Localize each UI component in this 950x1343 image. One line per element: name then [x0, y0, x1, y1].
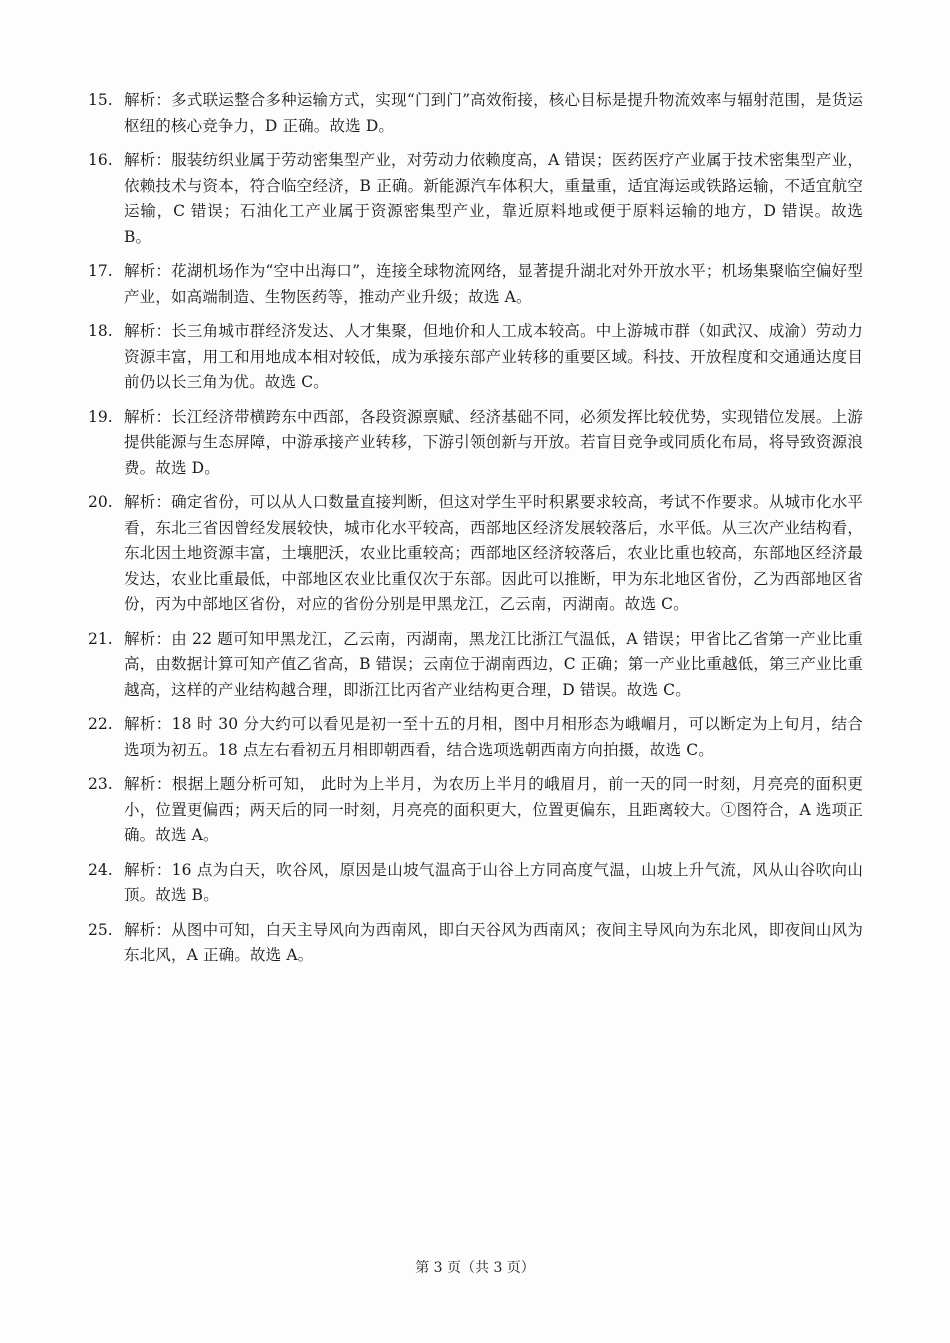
answer-number: 22. — [88, 715, 113, 733]
answer-text: 解析：根据上题分析可知， 此时为上半月，为农历上半月的峨眉月，前一天的同一时刻，月亮亮的面积更小，位置更偏西；两天后的同一时刻，月亮亮的面积更大，位置更偏东，且距离较大。①图符合，A 选项正确。故选 A。 — [124, 775, 863, 844]
answer-number: 25. — [88, 920, 113, 939]
answer-number: 20. — [88, 493, 113, 511]
answer-item-17 — [88, 259, 863, 310]
answer-number: 19. — [88, 407, 113, 426]
answer-text: 解析：花湖机场作为“空中出海口”，连接全球物流网络，显著提升湖北对外开放水平；机场集聚临空偏好型产业，如高端制造、生物医药等，推动产业升级；故选 A。 — [124, 262, 863, 306]
answer-item-25 — [88, 918, 863, 969]
answer-item-15 — [88, 88, 863, 139]
answer-item-19 — [88, 405, 863, 482]
answer-item-20 — [88, 490, 863, 618]
answer-list — [88, 88, 863, 978]
answer-item-18 — [88, 319, 863, 396]
answer-item-16 — [88, 148, 863, 250]
answer-number: 15. — [88, 91, 113, 109]
answer-text: 解析：18 时 30 分大约可以看见是初一至十五的月相，图中月相形态为峨嵋月，可以断定为上旬月，结合选项为初五。18 点左右看初五月相即朝西看，结合选项选朝西南方向拍摄，故选 C。 — [124, 715, 863, 759]
answer-text: 解析：16 点为白天，吹谷风，原因是山坡气温高于山谷上方同高度气温，山坡上升气流，风从山谷吹向山顶。故选 B。 — [124, 860, 863, 904]
page-number-footer: 第 3 页（共 3 页） — [415, 1260, 535, 1276]
answer-number: 24. — [88, 860, 113, 879]
answer-item-22 — [88, 712, 863, 763]
answer-text: 解析：多式联运整合多种运输方式，实现“门到门”高效衔接，核心目标是提升物流效率与辐射范围，是货运枢纽的核心竞争力，D 正确。故选 D。 — [124, 91, 863, 135]
answer-number: 21. — [88, 629, 113, 648]
answer-number: 23. — [88, 775, 113, 793]
answer-number: 16. — [88, 151, 113, 169]
answer-text: 解析：长江经济带横跨东中西部，各段资源禀赋、经济基础不同，必须发挥比较优势，实现错位发展。上游提供能源与生态屏障，中游承接产业转移，下游引领创新与开放。若盲目竞争或同质化布局，将导致资源浪费。故选 D。 — [124, 407, 863, 477]
answer-text: 解析：长三角城市群经济发达、人才集聚，但地价和人工成本较高。中上游城市群（如武汉、成渝）劳动力资源丰富，用工和用地成本相对较低，成为承接东部产业转移的重要区域。科技、开放程度和交通通达度目前仍以长三角为优。故选 C。 — [124, 322, 863, 391]
answer-text: 解析：确定省份，可以从人口数量直接判断，但这对学生平时积累要求较高，考试不作要求。从城市化水平看，东北三省因曾经发展较快，城市化水平较高，西部地区经济发展较落后，水平低。从三次产业结构看，东北因土地资源丰富，土壤肥沃，农业比重较高；西部地区经济较落后，农业比重也较高，东部地区经济最发达，农业比重最低，中部地区农业比重仅次于东部。因此可以推断，甲为东北地区省份，乙为西部地区省份，丙为中部地区省份，对应的省份分别是甲黑龙江，乙云南，丙湖南。故选 C。 — [124, 493, 863, 613]
answer-text: 解析：服装纺织业属于劳动密集型产业，对劳动力依赖度高，A 错误；医药医疗产业属于技术密集型产业，依赖技术与资本，符合临空经济，B 正确。新能源汽车体积大，重量重，适宜海运或铁路运输，不适宜航空运输，C 错误；石油化工产业属于资源密集型产业，靠近原料地或便于原料运输的地方，D 错误。故选 B。 — [124, 151, 863, 246]
answer-item-21 — [88, 627, 863, 704]
answer-text: 解析：由 22 题可知甲黑龙江，乙云南，丙湖南，黑龙江比浙江气温低，A 错误；甲省比乙省第一产业比重高，由数据计算可知产值乙省高，B 错误；云南位于湖南西边，C 正确；第一产业比重越低，第三产业比重越高，这样的产业结构越合理，即浙江比丙省产业结构更合理，D 错误。故选 C。 — [124, 629, 863, 699]
answer-item-23 — [88, 772, 863, 849]
answer-text: 解析：从图中可知，白天主导风向为西南风，即白天谷风为西南风；夜间主导风向为东北风，即夜间山风为东北风，A 正确。故选 A。 — [124, 920, 863, 964]
answer-item-24 — [88, 858, 863, 909]
answer-number: 18. — [88, 322, 113, 340]
answer-number: 17. — [88, 262, 113, 280]
